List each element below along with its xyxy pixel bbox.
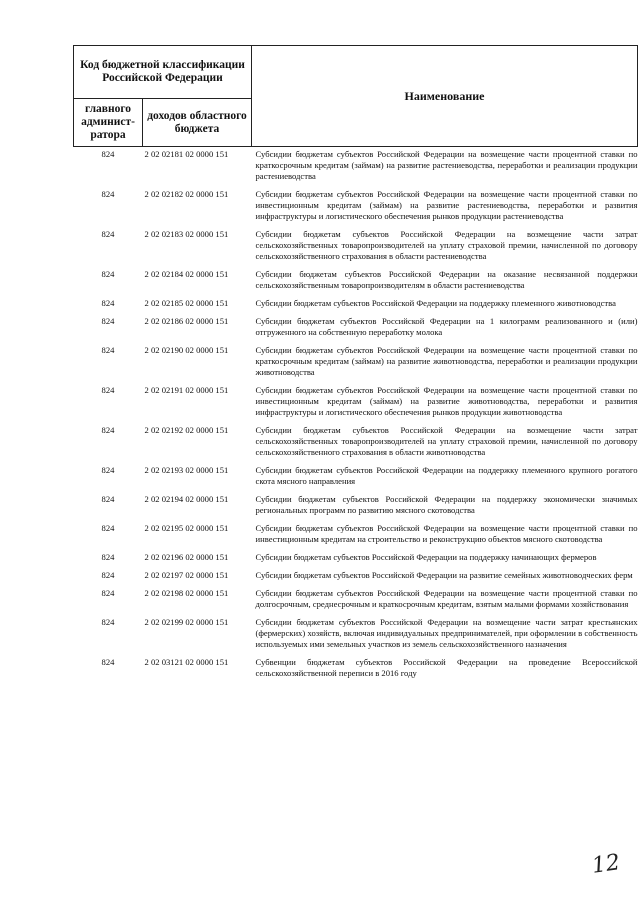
table-row [74,586,638,615]
table-row [74,615,638,655]
income-code-cell: 2 02 02193 02 0000 151 [144,465,229,475]
income-code-cell: 2 02 02198 02 0000 151 [144,588,229,598]
page-number: 12 [590,850,622,879]
admin-code-cell: 824 [101,523,115,533]
income-code-cell: 2 02 02196 02 0000 151 [144,552,229,562]
income-code-cell: 2 02 02190 02 0000 151 [144,345,229,355]
header-regional-budget-income: доходов областного бюджета [143,99,252,147]
income-code-cell: 2 02 02197 02 0000 151 [144,570,229,580]
income-code-cell: 2 02 02184 02 0000 151 [144,269,229,279]
admin-code-cell: 824 [101,494,115,504]
header-chief-administrator: главного админист-ратора [74,99,143,147]
header-classification-code: Код бюджетной классификации Российской Федерации [74,46,252,99]
income-name-cell: Субсидии бюджетам субъектов Российской Федерации на возмещение части затрат сельскохозяйственных товаропроизводителей на уплату страховой премии, начисленной по договору сельскохозяйственного страхования в области растениеводства [255,229,638,261]
income-name-cell: Субсидии бюджетам субъектов Российской Федерации на возмещение части процентной ставки по долгосрочным, среднесрочным и краткосрочным кредитам, взятым малыми формами хозяйствования [255,588,638,609]
table-row [74,550,638,568]
admin-code-cell: 824 [101,189,115,199]
income-code-cell: 2 02 02192 02 0000 151 [144,425,229,435]
table-body [74,147,638,685]
table-row [74,655,638,684]
table-row [74,568,638,586]
table-row [74,343,638,383]
admin-code-cell: 824 [101,345,115,355]
income-name-cell: Субсидии бюджетам субъектов Российской Федерации на возмещение части процентной ставки по краткосрочным кредитам (займам) на развитие животноводства, переработки и реализации продукции животноводства [255,345,638,377]
table-header [74,46,638,147]
table-row [74,521,638,550]
table-row [74,187,638,227]
table-row [74,492,638,521]
income-name-cell: Субсидии бюджетам субъектов Российской Федерации на поддержку племенного животноводства [255,298,616,308]
admin-code-cell: 824 [101,385,115,395]
admin-code-cell: 824 [101,570,115,580]
income-name-cell: Субсидии бюджетам субъектов Российской Федерации на возмещение части процентной ставки по краткосрочным кредитам (займам) на развитие растениеводства, переработки и реализации продукции растениеводства [255,149,638,181]
table-row [74,383,638,423]
income-code-cell: 2 02 02194 02 0000 151 [144,494,229,504]
admin-code-cell: 824 [101,657,115,667]
income-code-cell: 2 02 02186 02 0000 151 [144,316,229,326]
income-name-cell: Субсидии бюджетам субъектов Российской Федерации на возмещение части процентной ставки по инвестиционным кредитам (займам) на развитие растениеводства, переработки и развития инфраструктуры и логистического обеспечения рынков продукции растениеводства [255,189,638,221]
admin-code-cell: 824 [101,269,115,279]
income-code-cell: 2 02 02185 02 0000 151 [144,298,229,308]
income-name-cell: Субсидии бюджетам субъектов Российской Федерации на возмещение части процентной ставки по инвестиционным кредитам на строительство и реконструкцию объектов мясного скотоводства [255,523,638,544]
table-row [74,423,638,463]
table-row [74,314,638,343]
admin-code-cell: 824 [101,552,115,562]
income-name-cell: Субвенции бюджетам субъектов Российской Федерации на проведение Всероссийской сельскохозяйственной переписи в 2016 году [255,657,638,678]
income-name-cell: Субсидии бюджетам субъектов Российской Федерации на возмещение части процентной ставки по инвестиционным кредитам (займам) на развитие животноводства, переработки и развития инфраструктуры и логистического обеспечения рынков продукции животноводства [255,385,638,417]
admin-code-cell: 824 [101,149,115,159]
admin-code-cell: 824 [101,588,115,598]
table-row [74,147,638,188]
admin-code-cell: 824 [101,465,115,475]
income-name-cell: Субсидии бюджетам субъектов Российской Федерации на возмещение части затрат крестьянских (фермерских) хозяйств, включая индивидуальных предпринимателей, при оформлении в собственность используемых ими земельных участков из земель сельскохозяйственного назначения [255,617,638,649]
income-code-cell: 2 02 03121 02 0000 151 [144,657,229,667]
table-row [74,296,638,314]
income-name-cell: Субсидии бюджетам субъектов Российской Федерации на 1 килограмм реализованного и (или) отгруженного на собственную переработку молока [255,316,638,337]
income-name-cell: Субсидии бюджетам субъектов Российской Федерации на возмещение части затрат сельскохозяйственных товаропроизводителей на уплату страховой премии, начисленной по договору сельскохозяйственного страхования в области животноводства [255,425,638,457]
income-code-cell: 2 02 02182 02 0000 151 [144,189,229,199]
admin-code-cell: 824 [101,617,115,627]
admin-code-cell: 824 [101,229,115,239]
table-row [74,267,638,296]
income-name-cell: Субсидии бюджетам субъектов Российской Федерации на развитие семейных животноводческих ферм [255,570,633,580]
income-name-cell: Субсидии бюджетам субъектов Российской Федерации на поддержку начинающих фермеров [255,552,597,562]
admin-code-cell: 824 [101,425,115,435]
admin-code-cell: 824 [101,316,115,326]
budget-classification-table [73,45,638,684]
table-row [74,463,638,492]
income-code-cell: 2 02 02195 02 0000 151 [144,523,229,533]
admin-code-cell: 824 [101,298,115,308]
income-code-cell: 2 02 02199 02 0000 151 [144,617,229,627]
header-name: Наименование [252,46,638,147]
income-name-cell: Субсидии бюджетам субъектов Российской Федерации на оказание несвязанной поддержки сельскохозяйственным товаропроизводителям в области растениеводства [255,269,638,290]
income-code-cell: 2 02 02181 02 0000 151 [144,149,229,159]
income-code-cell: 2 02 02191 02 0000 151 [144,385,229,395]
income-name-cell: Субсидии бюджетам субъектов Российской Федерации на поддержку экономически значимых региональных программ по развитию мясного скотоводства [255,494,638,515]
income-code-cell: 2 02 02183 02 0000 151 [144,229,229,239]
income-name-cell: Субсидии бюджетам субъектов Российской Федерации на поддержку племенного крупного рогатого скота мясного направления [255,465,638,486]
table-row [74,227,638,267]
